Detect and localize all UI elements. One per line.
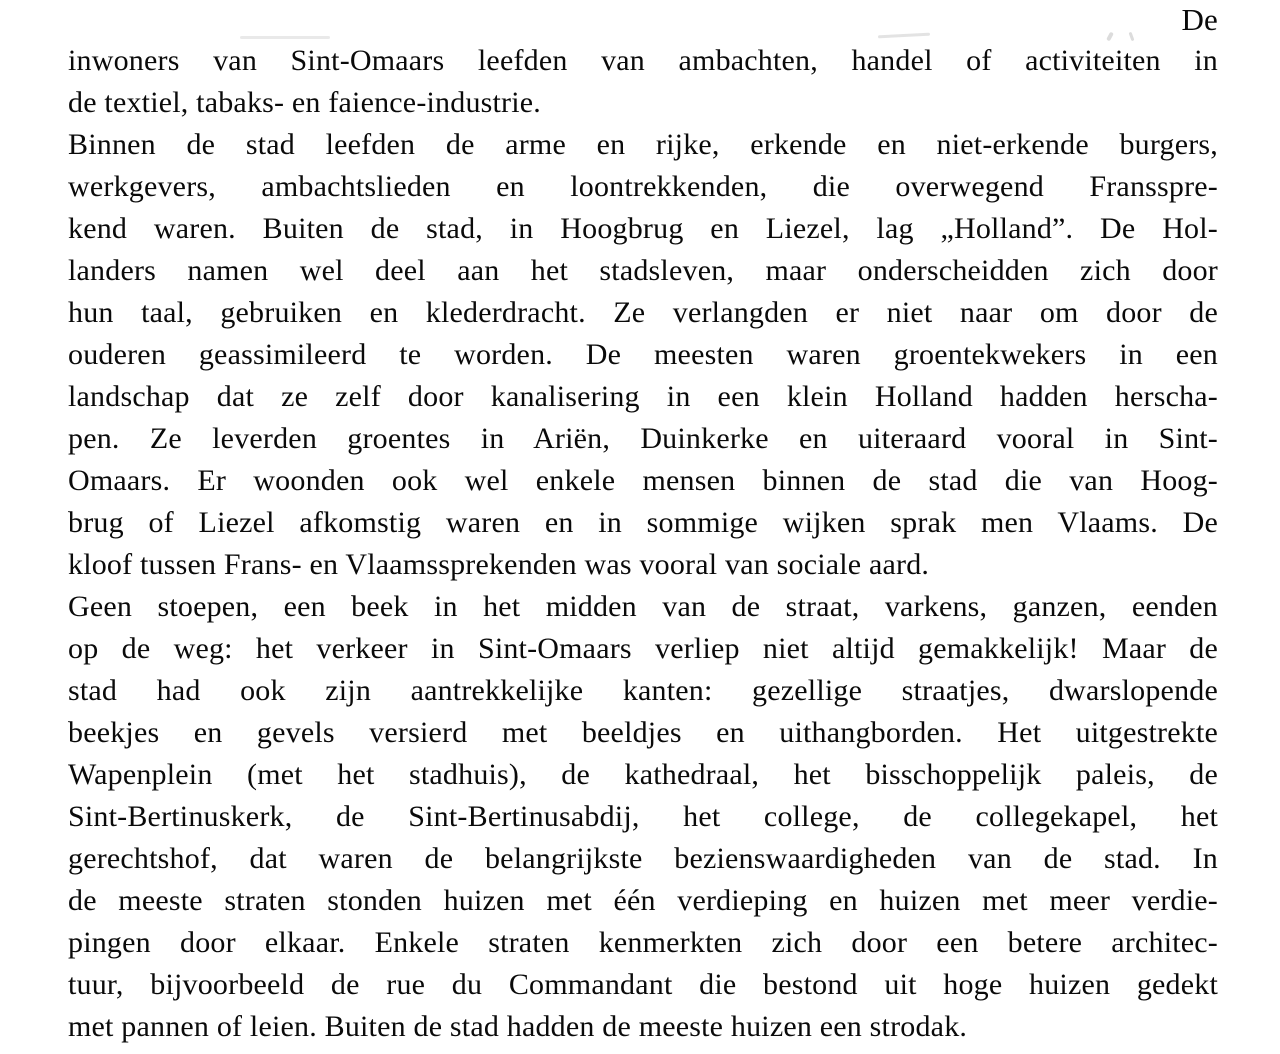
text-line: de textiel, tabaks- en faience-industrie. — [68, 86, 541, 119]
text-line: Sint-Bertinuskerk, de Sint-Bertinusabdij, het college, de collegekapel, het — [68, 800, 1218, 833]
text-line: pen. Ze leverden groentes in Ariën, Duinkerke en uiteraard vooral in Sint- — [68, 422, 1218, 455]
text-line: landschap dat ze zelf door kanalisering in een klein Holland hadden herscha- — [68, 380, 1218, 413]
paragraph-lines — [68, 40, 1218, 1048]
text-line: gerechtshof, dat waren de belangrijkste bezienswaardigheden van de stad. In — [68, 842, 1218, 875]
text-line: met pannen of leien. Buiten de stad hadden de meeste huizen een strodak. — [68, 1010, 968, 1043]
text-line: tuur, bijvoorbeeld de rue du Commandant die bestond uit hoge huizen gedekt — [68, 968, 1218, 1001]
text-line: stad had ook zijn aantrekkelijke kanten: gezellige straatjes, dwarslopende — [68, 674, 1218, 707]
text-line: beekjes en gevels versierd met beeldjes en uithangborden. Het uitgestrekte — [68, 716, 1218, 749]
text-line: Binnen de stad leefden de arme en rijke, erkende en niet-erkende burgers, — [68, 128, 1218, 161]
text-line: werkgevers, ambachtslieden en loontrekkenden, die overwegend Fransspre- — [68, 170, 1218, 203]
text-line: kend waren. Buiten de stad, in Hoogbrug en Liezel, lag „Holland”. De Hol- — [68, 212, 1218, 245]
text-line: op de weg: het verkeer in Sint-Omaars verliep niet altijd gemakkelijk! Maar de — [68, 632, 1218, 665]
text-line: Wapenplein (met het stadhuis), de kathedraal, het bisschoppelijk paleis, de — [68, 758, 1218, 791]
text-line: hun taal, gebruiken en klederdracht. Ze verlangden er niet naar om door de — [68, 296, 1218, 329]
text-line: inwoners van Sint-Omaars leefden van ambachten, handel of activiteiten in — [68, 44, 1218, 77]
body-text — [68, 0, 1218, 1048]
continuation-word: De — [1181, 2, 1218, 37]
text-line: Omaars. Er woonden ook wel enkele mensen binnen de stad die van Hoog- — [68, 464, 1218, 497]
text-line: landers namen wel deel aan het stadsleven, maar onderscheidden zich door — [68, 254, 1218, 287]
text-line: kloof tussen Frans- en Vlaamssprekenden was vooral van sociale aard. — [68, 548, 930, 581]
text-line: ouderen geassimileerd te worden. De meesten waren groentekwekers in een — [68, 338, 1218, 371]
text-line: de meeste straten stonden huizen met één verdieping en huizen met meer verdie- — [68, 884, 1218, 917]
text-line: brug of Liezel afkomstig waren en in sommige wijken sprak men Vlaams. De — [68, 506, 1218, 539]
text-line: Geen stoepen, een beek in het midden van de straat, varkens, ganzen, eenden — [68, 590, 1218, 623]
text-line: pingen door elkaar. Enkele straten kenmerkten zich door een betere architec- — [68, 926, 1218, 959]
